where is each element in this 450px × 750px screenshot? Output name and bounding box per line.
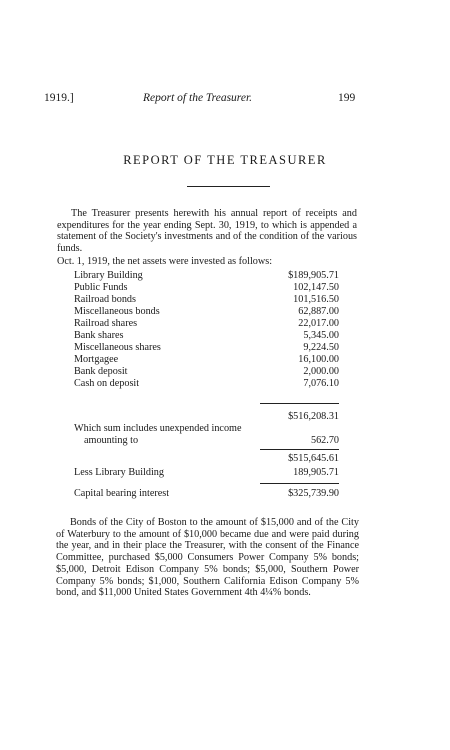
capital-row	[74, 488, 354, 500]
balance-row	[74, 453, 354, 465]
asset-amount: 9,224.50	[303, 342, 339, 353]
running-head-year: 1919.]	[44, 92, 74, 104]
asset-amount: 7,076.10	[303, 378, 339, 389]
closing-paragraph	[56, 517, 359, 599]
asset-row	[74, 330, 354, 342]
capital-amount: $325,739.90	[288, 488, 339, 499]
asset-label: Miscellaneous shares	[74, 342, 161, 353]
asset-amount: 62,887.00	[298, 306, 339, 317]
asset-amount: 102,147.50	[293, 282, 339, 293]
asset-label: Cash on deposit	[74, 378, 140, 389]
unexpended-note-text: Which sum includes unexpended income	[74, 423, 242, 434]
asset-label: Railroad shares	[74, 318, 138, 329]
less-label: Less Library Building	[74, 467, 164, 478]
asset-row	[74, 318, 354, 330]
asset-label: Bank shares	[74, 330, 124, 341]
intro-text: The Treasurer presents herewith his annual report of receipts and expenditures for the year ending Sept. 30, 1919, to which is appended a statement of the Society's investments and of the condition of the various funds.	[57, 208, 357, 255]
asset-label: Public Funds	[74, 282, 128, 293]
report-title: REPORT OF THE TREASURER	[123, 153, 327, 167]
asset-label: Mortgagee	[74, 354, 119, 365]
asset-amount: 22,017.00	[298, 318, 339, 329]
less-row	[74, 467, 354, 479]
capital-rule	[260, 483, 339, 484]
unexpended-note-label: amounting to	[84, 435, 139, 446]
intro-paragraph	[57, 208, 357, 255]
asset-label: Railroad bonds	[74, 294, 136, 305]
unexpended-note-line2	[74, 435, 354, 447]
subtotal-rule	[260, 403, 339, 404]
asset-amount: 101,516.50	[293, 294, 339, 305]
unexpended-amount: 562.70	[310, 435, 339, 446]
assets-as-of-line: Oct. 1, 1919, the net assets were invested as follows:	[57, 256, 273, 267]
page-number: 199	[338, 92, 356, 104]
asset-row	[74, 270, 354, 282]
asset-label: Miscellaneous bonds	[74, 306, 160, 317]
asset-amount: $189,905.71	[288, 270, 339, 281]
capital-label: Capital bearing interest	[74, 488, 170, 499]
asset-label: Library Building	[74, 270, 143, 281]
less-amount: 189,905.71	[293, 467, 339, 478]
asset-row	[74, 354, 354, 366]
asset-amount: 16,100.00	[298, 354, 339, 365]
asset-row	[74, 366, 354, 378]
asset-row	[74, 282, 354, 294]
unexpended-note-line1	[74, 423, 354, 435]
asset-amount: 2,000.00	[303, 366, 339, 377]
asset-amount: 5,345.00	[303, 330, 339, 341]
total-amount: $516,208.31	[288, 411, 339, 422]
asset-label: Bank deposit	[74, 366, 128, 377]
balance-amount: $515,645.61	[288, 453, 339, 464]
asset-row	[74, 378, 354, 390]
balance-rule	[260, 449, 339, 450]
running-head-title: Report of the Treasurer.	[143, 92, 253, 104]
total-row	[74, 411, 354, 423]
title-rule	[187, 186, 270, 187]
asset-row	[74, 306, 354, 318]
assets-list	[74, 270, 354, 390]
asset-row	[74, 294, 354, 306]
asset-row	[74, 342, 354, 354]
closing-text: Bonds of the City of Boston to the amount of $15,000 and of the City of Waterbury to the amount of $10,000 became due and were paid during the year, and in their place the Treasurer, with the consent of the Finance Committee, purchased $5,000 Consumers Power Company 5% bonds; $5,000, Detroit Edison Company 5% bonds; $5,000, Southern Power Company 5% bonds; $1,000, Southern California Edison Company 5% bond, and $11,000 United States Government 4th 4¼% bonds.	[56, 517, 359, 599]
